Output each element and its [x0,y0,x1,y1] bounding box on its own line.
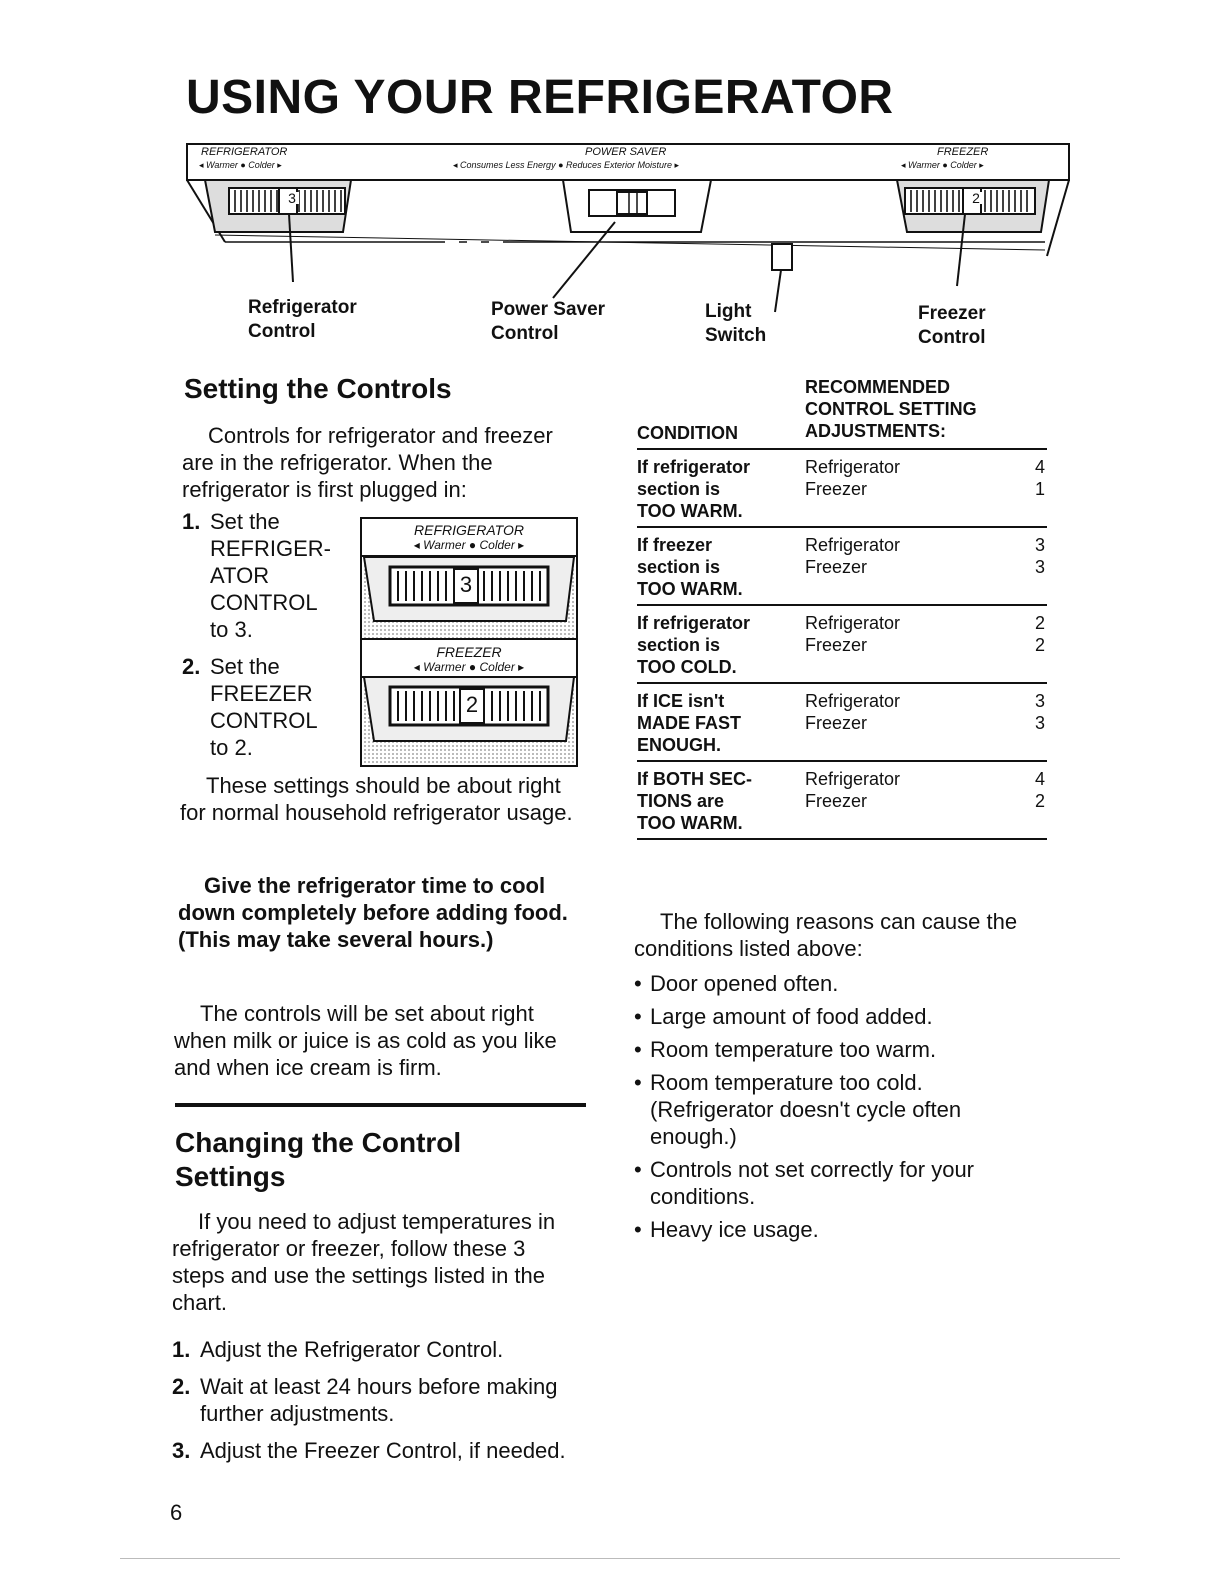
col-recommended: RECOMMENDED CONTROL SETTING ADJUSTMENTS: [805,377,977,441]
table-row: If freezer section is TOO WARM. Refrigerator Freezer 3 3 [637,526,1047,604]
diagram-refrigerator-scale: ◂ Warmer ● Colder ▸ [199,160,282,170]
box-refrigerator-value: 3 [459,572,473,597]
callout-light-switch: Light Switch [705,301,767,346]
setting-para: The controls will be set about right when milk or juice is as cold as you like and when ice cream is firm. [174,1001,557,1080]
page-number: 6 [170,1500,183,1525]
callout-freezer-control: Freezer Control [918,303,986,348]
list-item: • Room temperature too warm. [634,1036,1024,1063]
diagram-freezer-label: FREEZER [937,146,989,158]
page-title: USING YOUR REFRIGERATOR [186,71,894,124]
changing-step: 3. Adjust the Freezer Control, if needed. [172,1438,566,1463]
setting-intro: Controls for refrigerator and freezer are in the refrigerator. When the refrigerator is first plugged in: [182,423,553,502]
light-switch [772,244,792,312]
diagram-refrigerator-value: 3 [285,192,299,204]
diagram-freezer-value: 2 [969,192,983,204]
box-refrigerator-scale: ◂ Warmer ● Colder ▸ [413,538,525,552]
section-divider [175,1103,586,1107]
box-refrigerator-label: REFRIGERATOR [414,522,524,538]
table-bottom-rule [637,838,1047,840]
reasons-list [634,970,1024,1249]
list-item: • Heavy ice usage. [634,1216,1024,1243]
diagram-refrigerator-label: REFRIGERATOR [201,146,288,158]
power-saver-switch [553,180,711,298]
settings-illustration [360,517,578,767]
table-row: If ICE isn't MADE FAST ENOUGH. Refrigerator Freezer 3 3 [637,682,1047,760]
diagram-power-saver-scale: ◂ Consumes Less Energy ● Reduces Exterior Moisture ▸ [453,160,680,170]
list-item: • Room temperature too cold. (Refrigerator doesn't cycle often enough.) [634,1069,1024,1150]
col-condition: CONDITION [637,423,738,443]
box-freezer-value: 2 [465,692,479,717]
table-row: If refrigerator section is TOO WARM. Refrigerator Freezer 4 1 [637,448,1047,526]
box-freezer-scale: ◂ Warmer ● Colder ▸ [413,660,525,674]
list-item: • Large amount of food added. [634,1003,1024,1030]
box-freezer-label: FREEZER [436,644,502,660]
reasons-intro: The following reasons can cause the conditions listed above: [634,909,1018,961]
setting-step-2: 2. Set the FREEZER CONTROL to 2. [182,654,318,760]
setting-after: These settings should be about right for normal household refrigerator usage. [180,773,573,825]
adjustment-table [637,376,1047,840]
setting-heading: Setting the Controls [184,373,452,404]
changing-step: 2. Wait at least 24 hours before making further adjustments. [172,1374,558,1426]
setting-step-1: 1. Set the REFRIGER- ATOR CONTROL to 3. [182,509,331,642]
table-header [637,376,1047,448]
changing-step: 1. Adjust the Refrigerator Control. [172,1337,504,1362]
refrigerator-dial [205,180,351,282]
callout-refrigerator-control: Refrigerator Control [248,297,357,342]
changing-intro: If you need to adjust temperatures in refrigerator or freezer, follow these 3 steps and use the settings listed in the chart. [172,1209,556,1315]
table-row: If BOTH SEC- TIONS are TOO WARM. Refrigerator Freezer 4 2 [637,760,1047,838]
callout-power-saver-control: Power Saver Control [491,299,606,344]
scan-edge [120,1558,1120,1559]
table-row: If refrigerator section is TOO COLD. Refrigerator Freezer 2 2 [637,604,1047,682]
setting-bold-note: Give the refrigerator time to cool down completely before adding food. (This may take several hours.) [178,873,568,952]
list-item: • Door opened often. [634,970,1024,997]
changing-steps [172,1336,572,1464]
changing-heading: Changing the Control Settings [175,1127,462,1192]
list-item: • Controls not set correctly for your conditions. [634,1156,1024,1210]
diagram-freezer-scale: ◂ Warmer ● Colder ▸ [901,160,984,170]
diagram-power-saver-label: POWER SAVER [585,146,667,158]
